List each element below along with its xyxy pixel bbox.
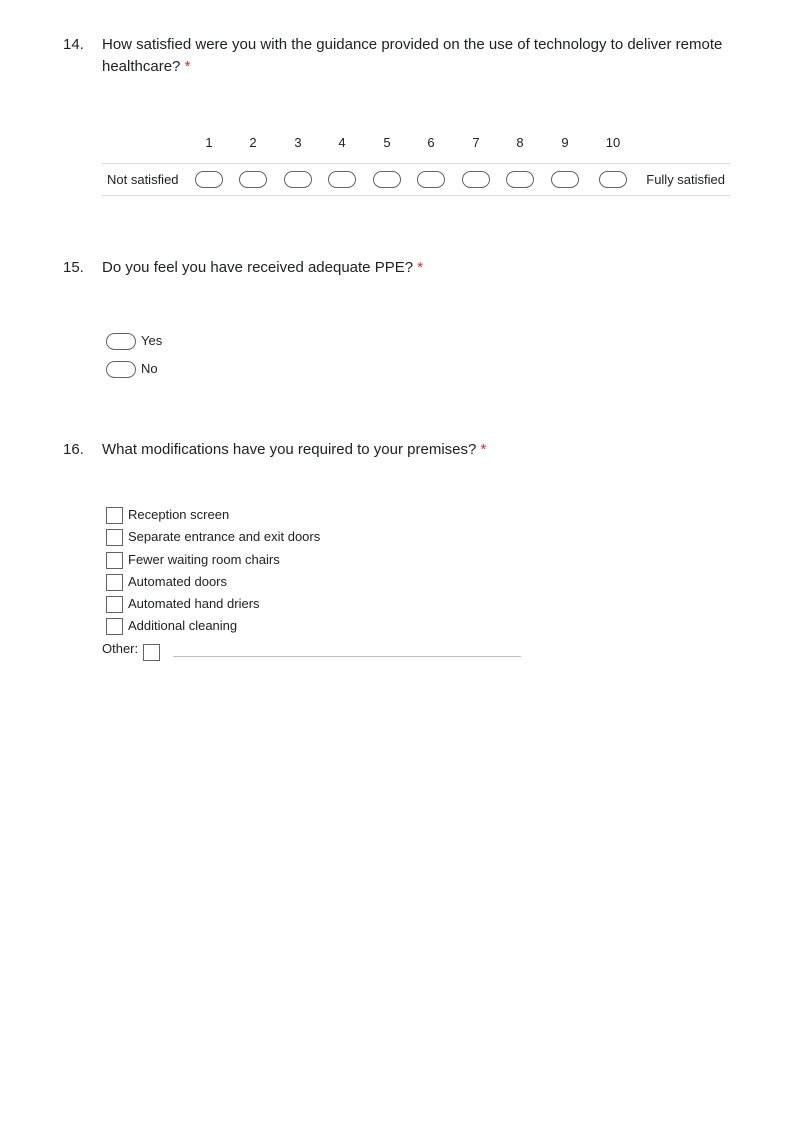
question-number: 14.	[63, 36, 84, 53]
checkbox[interactable]	[106, 552, 123, 569]
scale-high-label: Fully satisfied	[646, 172, 725, 187]
scale-radio-3[interactable]	[284, 171, 312, 188]
scale-numbers	[102, 133, 730, 155]
scale-radio-2[interactable]	[239, 171, 267, 188]
required-mark: *	[480, 441, 487, 458]
required-mark: *	[184, 58, 191, 75]
scale-number: 8	[516, 135, 524, 150]
scale-radio-10[interactable]	[599, 171, 627, 188]
other-checkbox[interactable]	[143, 644, 160, 661]
scale-number: 10	[605, 135, 621, 150]
scale-number: 5	[383, 135, 391, 150]
scale-radio-6[interactable]	[417, 171, 445, 188]
radio-button[interactable]	[106, 333, 136, 350]
radio-label: No	[141, 361, 158, 376]
scale-radio-8[interactable]	[506, 171, 534, 188]
checkbox-label: Additional cleaning	[128, 618, 238, 633]
scale-number: 7	[472, 135, 480, 150]
scale-number: 4	[338, 135, 346, 150]
scale-radio-9[interactable]	[551, 171, 579, 188]
scale-radio-1[interactable]	[195, 171, 223, 188]
scale-number: 9	[561, 135, 569, 150]
required-mark: *	[417, 259, 424, 276]
question-title: What modifications have you required to your premises?	[102, 441, 477, 458]
scale-radio-5[interactable]	[373, 171, 401, 188]
checkbox-label: Automated doors	[128, 574, 228, 589]
question-text	[102, 34, 752, 78]
other-option[interactable]	[102, 641, 522, 663]
checkbox-label: Reception screen	[128, 507, 230, 522]
scale-row	[102, 163, 730, 196]
linear-scale	[102, 133, 730, 195]
other-text-input[interactable]	[173, 656, 521, 657]
checkbox-label: Fewer waiting room chairs	[128, 552, 280, 567]
radio-button[interactable]	[106, 361, 136, 378]
scale-number: 6	[427, 135, 435, 150]
checkbox[interactable]	[106, 507, 123, 524]
scale-number: 2	[249, 135, 257, 150]
scale-low-label: Not satisfied	[107, 172, 179, 187]
other-label: Other:	[102, 641, 139, 656]
checkbox[interactable]	[106, 618, 123, 635]
question-number: 16.	[63, 441, 84, 458]
radio-label: Yes	[141, 333, 163, 348]
scale-number: 3	[294, 135, 302, 150]
checkbox-label: Automated hand driers	[128, 596, 260, 611]
scale-radio-4[interactable]	[328, 171, 356, 188]
checkbox[interactable]	[106, 596, 123, 613]
question-text	[102, 439, 752, 461]
question-title: How satisfied were you with the guidance provided on the use of technology to deliver remote healthcare?	[102, 36, 723, 75]
checkbox[interactable]	[106, 574, 123, 591]
question-number: 15.	[63, 259, 84, 276]
scale-number: 1	[205, 135, 213, 150]
checkbox-label: Separate entrance and exit doors	[128, 529, 321, 544]
scale-radio-7[interactable]	[462, 171, 490, 188]
question-title: Do you feel you have received adequate PPE?	[102, 259, 414, 276]
question-text	[102, 257, 752, 279]
checkbox[interactable]	[106, 529, 123, 546]
